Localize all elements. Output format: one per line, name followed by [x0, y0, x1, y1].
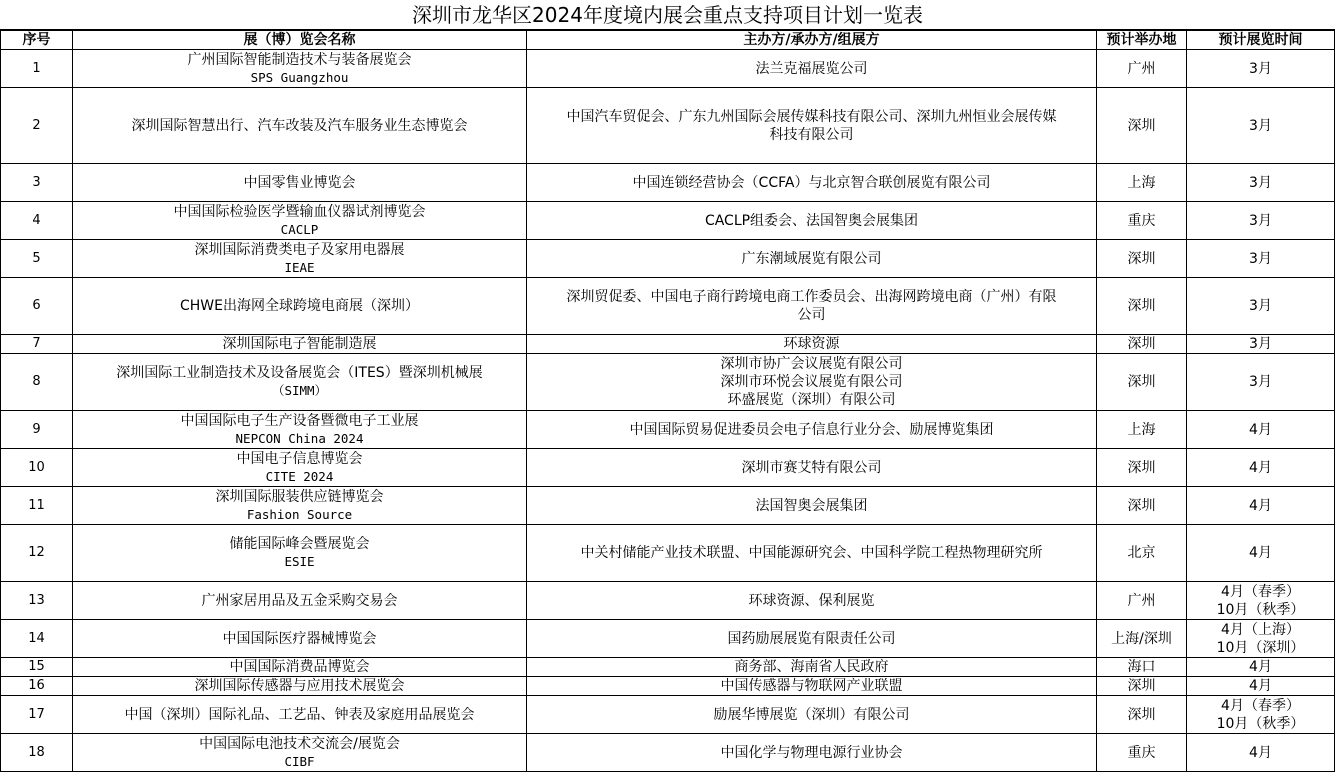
organizer-text: 中关村储能产业技术联盟、中国能源研究会、中国科学院工程热物理研究所 — [580, 545, 1043, 561]
cell-time[interactable] — [1187, 582, 1335, 620]
cell-time[interactable] — [1187, 677, 1335, 696]
cell-place[interactable] — [1097, 88, 1187, 164]
cell-exhibition-name[interactable] — [73, 620, 527, 658]
cell-seq[interactable] — [1, 734, 73, 772]
cell-exhibition-name[interactable] — [73, 164, 527, 202]
header-place[interactable]: 预计举办地 — [1097, 31, 1187, 50]
exhibition-subname-text: NEPCON China 2024 — [235, 430, 364, 446]
time-text: 4月（春季） — [1221, 697, 1300, 714]
cell-place[interactable] — [1097, 449, 1187, 487]
exhibition-name-text: 深圳国际消费类电子及家用电器展 — [194, 241, 405, 258]
cell-time[interactable] — [1187, 354, 1335, 411]
cell-time[interactable] — [1187, 50, 1335, 88]
time-text: 4月 — [1249, 659, 1272, 675]
exhibition-name-text: 中国零售业博览会 — [243, 174, 356, 191]
cell-time[interactable] — [1187, 240, 1335, 278]
cell-exhibition-name[interactable] — [73, 734, 527, 772]
cell-seq[interactable] — [1, 278, 73, 335]
exhibition-subname-text: Fashion Source — [246, 506, 353, 522]
table-row — [1, 202, 1335, 240]
seq-text: 3 — [32, 174, 41, 190]
place-text: 深圳 — [1127, 374, 1156, 390]
cell-time[interactable] — [1187, 696, 1335, 734]
cell-place[interactable] — [1097, 335, 1187, 354]
cell-time[interactable] — [1187, 620, 1335, 658]
organizer-text: 深圳市协广会议展览有限公司 — [720, 356, 903, 372]
cell-seq[interactable] — [1, 449, 73, 487]
cell-exhibition-name[interactable] — [73, 696, 527, 734]
table-row — [1, 525, 1335, 582]
exhibition-subname-text: ESIE — [284, 554, 315, 569]
seq-text: 16 — [28, 678, 45, 693]
time-text: 10月（秋季） — [1216, 715, 1305, 732]
table-row — [1, 278, 1335, 335]
cell-organizer[interactable] — [527, 335, 1097, 354]
place-text: 深圳 — [1127, 459, 1156, 476]
place-text: 深圳 — [1127, 250, 1156, 267]
cell-seq[interactable] — [1, 487, 73, 525]
cell-organizer[interactable] — [527, 620, 1097, 658]
cell-organizer[interactable] — [527, 677, 1097, 696]
cell-organizer[interactable] — [527, 202, 1097, 240]
cell-place[interactable] — [1097, 677, 1187, 696]
seq-text: 14 — [28, 630, 45, 646]
exhibition-name-text: 中国国际检验医学暨输血仪器试剂博览会 — [173, 203, 426, 220]
organizer-text: 中国连锁经营协会（CCFA）与北京智合联创展览有限公司 — [632, 174, 991, 191]
exhibition-name-text: 广州家居用品及五金采购交易会 — [201, 592, 398, 609]
cell-place[interactable] — [1097, 620, 1187, 658]
header-time[interactable]: 预计展览时间 — [1187, 31, 1335, 50]
header-seq[interactable]: 序号 — [1, 31, 73, 50]
header-organizer[interactable]: 主办方/承办方/组展方 — [527, 31, 1097, 50]
cell-time[interactable] — [1187, 449, 1335, 487]
organizer-text: 商务部、海南省人民政府 — [734, 659, 889, 675]
cell-organizer[interactable] — [527, 88, 1097, 164]
exhibition-name-text: 中国国际消费品博览会 — [229, 659, 370, 675]
table-row — [1, 696, 1335, 734]
table-row — [1, 487, 1335, 525]
table-row — [1, 240, 1335, 278]
seq-text: 7 — [32, 336, 41, 351]
cell-place[interactable] — [1097, 202, 1187, 240]
exhibition-subname-text: （SIMM） — [271, 383, 328, 398]
cell-organizer[interactable] — [527, 658, 1097, 677]
place-text: 北京 — [1127, 545, 1156, 561]
seq-text: 1 — [32, 60, 41, 76]
exhibition-name-text: 广州国际智能制造技术与装备展览会 — [187, 51, 412, 68]
organizer-text: 深圳市环悦会议展览有限公司 — [720, 374, 903, 390]
place-text: 深圳 — [1127, 497, 1156, 514]
cell-place[interactable] — [1097, 734, 1187, 772]
table-row — [1, 658, 1335, 677]
cell-seq[interactable] — [1, 354, 73, 411]
time-text: 3月 — [1249, 374, 1272, 390]
table-body — [1, 50, 1335, 772]
place-text: 重庆 — [1127, 744, 1156, 761]
cell-organizer[interactable] — [527, 164, 1097, 202]
organizer-text: 中国化学与物理电源行业协会 — [720, 744, 903, 761]
exhibition-name-text: 中国（深圳）国际礼品、工艺品、钟表及家庭用品展览会 — [124, 706, 475, 723]
seq-text: 4 — [32, 212, 41, 228]
organizer-text: 公司 — [797, 307, 826, 323]
cell-place[interactable] — [1097, 582, 1187, 620]
cell-exhibition-name[interactable] — [73, 88, 527, 164]
exhibition-subname-text: CACLP — [280, 221, 319, 237]
cell-exhibition-name[interactable] — [73, 335, 527, 354]
seq-text: 6 — [32, 298, 41, 313]
table-row — [1, 582, 1335, 620]
cell-exhibition-name[interactable] — [73, 487, 527, 525]
organizer-text: 法兰克福展览公司 — [755, 60, 868, 77]
place-text: 上海/深圳 — [1111, 630, 1172, 647]
cell-seq[interactable] — [1, 335, 73, 354]
cell-place[interactable] — [1097, 50, 1187, 88]
cell-place[interactable] — [1097, 164, 1187, 202]
cell-time[interactable] — [1187, 88, 1335, 164]
cell-exhibition-name[interactable] — [73, 278, 527, 335]
cell-time[interactable] — [1187, 525, 1335, 582]
time-text: 4月 — [1249, 678, 1272, 694]
cell-place[interactable] — [1097, 487, 1187, 525]
seq-text: 15 — [28, 659, 45, 674]
cell-exhibition-name[interactable] — [73, 658, 527, 677]
cell-exhibition-name[interactable] — [73, 677, 527, 696]
place-text: 广州 — [1127, 60, 1156, 77]
exhibition-name-text: 中国国际电池技术交流会/展览会 — [199, 735, 400, 752]
table-row — [1, 164, 1335, 202]
table-row — [1, 411, 1335, 449]
place-text: 深圳 — [1127, 706, 1156, 723]
cell-organizer[interactable] — [527, 449, 1097, 487]
time-text: 3月 — [1249, 60, 1272, 77]
cell-seq[interactable] — [1, 658, 73, 677]
cell-time[interactable] — [1187, 164, 1335, 202]
cell-organizer[interactable] — [527, 487, 1097, 525]
cell-exhibition-name[interactable] — [73, 354, 527, 411]
cell-exhibition-name[interactable] — [73, 525, 527, 582]
seq-text: 11 — [28, 497, 45, 513]
organizer-text: 中国传感器与物联网产业联盟 — [720, 678, 903, 694]
cell-place[interactable] — [1097, 525, 1187, 582]
organizer-text: 国药励展展览有限责任公司 — [727, 630, 896, 647]
seq-text: 13 — [28, 592, 45, 608]
cell-organizer[interactable] — [527, 411, 1097, 449]
cell-seq[interactable] — [1, 50, 73, 88]
seq-text: 12 — [28, 545, 45, 560]
time-text: 4月（上海） — [1221, 621, 1300, 638]
organizer-text: 科技有限公司 — [769, 126, 854, 143]
time-text: 3月 — [1249, 117, 1272, 134]
cell-time[interactable] — [1187, 411, 1335, 449]
place-text: 深圳 — [1127, 678, 1156, 694]
organizer-text: 励展华博展览（深圳）有限公司 — [713, 706, 910, 723]
cell-organizer[interactable] — [527, 582, 1097, 620]
cell-seq[interactable] — [1, 696, 73, 734]
place-text: 海口 — [1127, 659, 1156, 675]
cell-exhibition-name[interactable] — [73, 449, 527, 487]
cell-organizer[interactable] — [527, 240, 1097, 278]
exhibition-name-text: 中国国际电子生产设备暨微电子工业展 — [180, 412, 419, 429]
sheet-title: 深圳市龙华区2024年度境内展会重点支持项目计划一览表 — [0, 0, 1335, 30]
place-text: 上海 — [1127, 174, 1156, 191]
cell-exhibition-name[interactable] — [73, 50, 527, 88]
cell-place[interactable] — [1097, 696, 1187, 734]
table-row — [1, 677, 1335, 696]
exhibition-name-text: 中国电子信息博览会 — [236, 450, 363, 467]
cell-exhibition-name[interactable] — [73, 582, 527, 620]
time-text: 3月 — [1249, 174, 1272, 191]
cell-organizer[interactable] — [527, 278, 1097, 335]
time-text: 10月（深圳） — [1216, 639, 1305, 656]
cell-place[interactable] — [1097, 354, 1187, 411]
table-row — [1, 88, 1335, 164]
time-text: 4月 — [1249, 744, 1272, 761]
seq-text: 9 — [32, 421, 41, 437]
table-row — [1, 620, 1335, 658]
cell-time[interactable] — [1187, 202, 1335, 240]
place-text: 重庆 — [1127, 212, 1156, 229]
exhibition-name-text: CHWE出海网全球跨境电商展（深圳） — [180, 298, 419, 314]
cell-place[interactable] — [1097, 240, 1187, 278]
time-text: 3月 — [1249, 212, 1272, 229]
cell-organizer[interactable] — [527, 354, 1097, 411]
organizer-text: 法国智奥会展集团 — [755, 497, 868, 514]
cell-seq[interactable] — [1, 164, 73, 202]
cell-time[interactable] — [1187, 734, 1335, 772]
cell-time[interactable] — [1187, 487, 1335, 525]
organizer-text: 环球资源 — [783, 336, 840, 352]
exhibition-subname-text: CIBF — [284, 753, 315, 769]
cell-seq[interactable] — [1, 88, 73, 164]
organizer-text: 广东潮域展览有限公司 — [741, 250, 882, 267]
organizer-text: 深圳贸促委、中国电子商行跨境电商工作委员会、出海网跨境电商（广州）有限 — [566, 289, 1057, 305]
place-text: 深圳 — [1127, 298, 1156, 314]
table-row — [1, 335, 1335, 354]
cell-seq[interactable] — [1, 411, 73, 449]
time-text: 3月 — [1249, 298, 1272, 314]
cell-organizer[interactable] — [527, 696, 1097, 734]
cell-seq[interactable] — [1, 582, 73, 620]
cell-time[interactable] — [1187, 658, 1335, 677]
exhibition-name-text: 储能国际峰会暨展览会 — [229, 536, 370, 552]
cell-place[interactable] — [1097, 411, 1187, 449]
cell-organizer[interactable] — [527, 525, 1097, 582]
organizer-text: 环盛展览（深圳）有限公司 — [727, 392, 896, 408]
time-text: 4月（春季） — [1221, 583, 1300, 600]
cell-organizer[interactable] — [527, 50, 1097, 88]
header-row — [1, 31, 1335, 50]
table-row — [1, 449, 1335, 487]
cell-place[interactable] — [1097, 658, 1187, 677]
time-text: 3月 — [1249, 336, 1272, 352]
cell-organizer[interactable] — [527, 734, 1097, 772]
cell-exhibition-name[interactable] — [73, 240, 527, 278]
cell-seq[interactable] — [1, 240, 73, 278]
time-text: 4月 — [1249, 497, 1272, 514]
exhibition-name-text: 深圳国际工业制造技术及设备展览会（ITES）暨深圳机械展 — [116, 365, 483, 381]
cell-seq[interactable] — [1, 677, 73, 696]
cell-seq[interactable] — [1, 620, 73, 658]
place-text: 上海 — [1127, 421, 1156, 438]
table-row — [1, 734, 1335, 772]
organizer-text: 环球资源、保利展览 — [748, 592, 875, 609]
exhibition-name-text: 深圳国际电子智能制造展 — [222, 336, 377, 352]
exhibition-subname-text: CITE 2024 — [265, 468, 334, 484]
table-row — [1, 50, 1335, 88]
cell-exhibition-name[interactable] — [73, 202, 527, 240]
place-text: 深圳 — [1127, 336, 1156, 352]
seq-text: 17 — [28, 706, 45, 722]
exhibition-table — [0, 30, 1335, 772]
seq-text: 2 — [32, 117, 41, 133]
time-text: 10月（秋季） — [1216, 601, 1305, 618]
place-text: 广州 — [1127, 592, 1156, 609]
organizer-text: 中国国际贸易促进委员会电子信息行业分会、励展博览集团 — [629, 421, 994, 438]
header-name[interactable]: 展（博）览会名称 — [73, 31, 527, 50]
cell-time[interactable] — [1187, 335, 1335, 354]
organizer-text: 中国汽车贸促会、广东九州国际会展传媒科技有限公司、深圳九州恒业会展传媒 — [566, 108, 1057, 125]
cell-place[interactable] — [1097, 278, 1187, 335]
cell-exhibition-name[interactable] — [73, 411, 527, 449]
exhibition-name-text: 深圳国际智慧出行、汽车改装及汽车服务业生态博览会 — [131, 117, 468, 134]
table-row — [1, 354, 1335, 411]
time-text: 4月 — [1249, 421, 1272, 438]
exhibition-subname-text: IEAE — [284, 259, 315, 275]
seq-text: 10 — [28, 459, 45, 475]
exhibition-subname-text: SPS Guangzhou — [250, 69, 349, 85]
cell-seq[interactable] — [1, 525, 73, 582]
exhibition-name-text: 深圳国际服装供应链博览会 — [215, 488, 384, 505]
exhibition-name-text: 中国国际医疗器械博览会 — [222, 630, 377, 647]
time-text: 3月 — [1249, 250, 1272, 267]
exhibition-name-text: 深圳国际传感器与应用技术展览会 — [194, 678, 405, 694]
seq-text: 18 — [28, 744, 45, 760]
organizer-text: CACLP组委会、法国智奥会展集团 — [704, 212, 919, 229]
time-text: 4月 — [1249, 459, 1272, 476]
seq-text: 5 — [32, 250, 41, 266]
organizer-text: 深圳市赛艾特有限公司 — [741, 459, 882, 476]
seq-text: 8 — [32, 374, 41, 389]
cell-time[interactable] — [1187, 278, 1335, 335]
cell-seq[interactable] — [1, 202, 73, 240]
time-text: 4月 — [1249, 545, 1272, 561]
place-text: 深圳 — [1127, 117, 1156, 134]
